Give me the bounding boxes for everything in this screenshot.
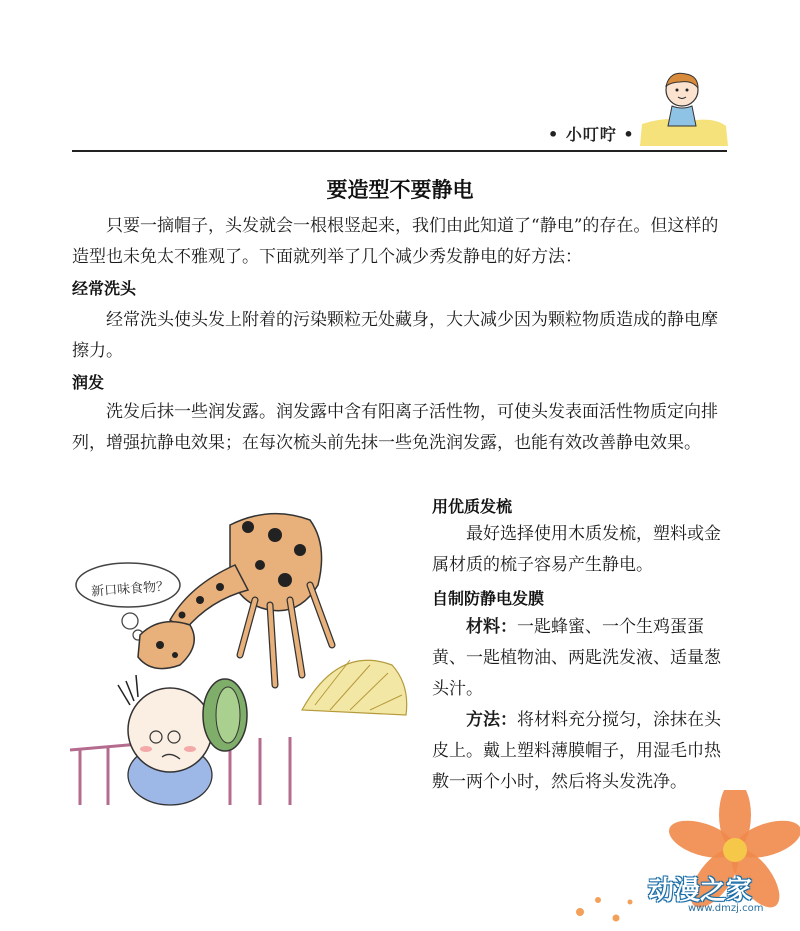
section-text-materials xyxy=(432,612,730,705)
materials-label: 材料： xyxy=(466,617,517,637)
section-heading-comb: 用优质发梳 xyxy=(432,497,513,516)
section-text-comb: 最好选择使用木质发梳，塑料或金属材质的梳子容易产生静电。 xyxy=(432,524,721,575)
article-title: 要造型不要静电 xyxy=(326,178,474,202)
brand-label: • 小叮咛 • xyxy=(548,125,635,144)
watermark-url: www.dmzj.com xyxy=(688,903,764,914)
section-text-conditioner: 洗发后抹一些润发露。润发露中含有阳离子活性物，可使头发表面活性物质定向排列，增强抗静电效果；在每次梳头前先抹一些免洗润发露，也能有效改善静电效果。 xyxy=(72,402,718,453)
watermark-logo: 动漫之家 xyxy=(648,876,753,906)
flower-decoration xyxy=(560,790,800,931)
section-text-wash: 经常洗头使头发上附着的污染颗粒无处藏身，大大减少因为颗粒物质造成的静电摩擦力。 xyxy=(72,310,718,361)
section-heading-wash: 经常洗头 xyxy=(72,279,137,298)
speech-bubble-text: 新口味食物？ xyxy=(90,579,170,600)
method-label: 方法： xyxy=(466,710,517,730)
intro-paragraph: 只要一摘帽子，头发就会一根根竖起来，我们由此知道了“静电”的存在。但这样的造型也未免太不雅观了。下面就列举了几个减少秀发静电的好方法： xyxy=(72,216,719,267)
materials-text: 一匙蜂蜜、一个生鸡蛋蛋黄、一匙植物油、两匙洗发液、适量葱头汁。 xyxy=(432,617,721,699)
header-rule xyxy=(72,150,727,152)
section-text-method xyxy=(432,705,730,798)
section-heading-conditioner: 润发 xyxy=(72,373,105,392)
method-text: 将材料充分搅匀，涂抹在头皮上。戴上塑料薄膜帽子，用湿毛巾热敷一两个小时，然后将头发洗净。 xyxy=(432,710,721,792)
section-heading-mask: 自制防静电发膜 xyxy=(432,589,545,608)
giraffe-cartoon xyxy=(70,505,430,810)
mascot-illustration xyxy=(636,66,732,146)
